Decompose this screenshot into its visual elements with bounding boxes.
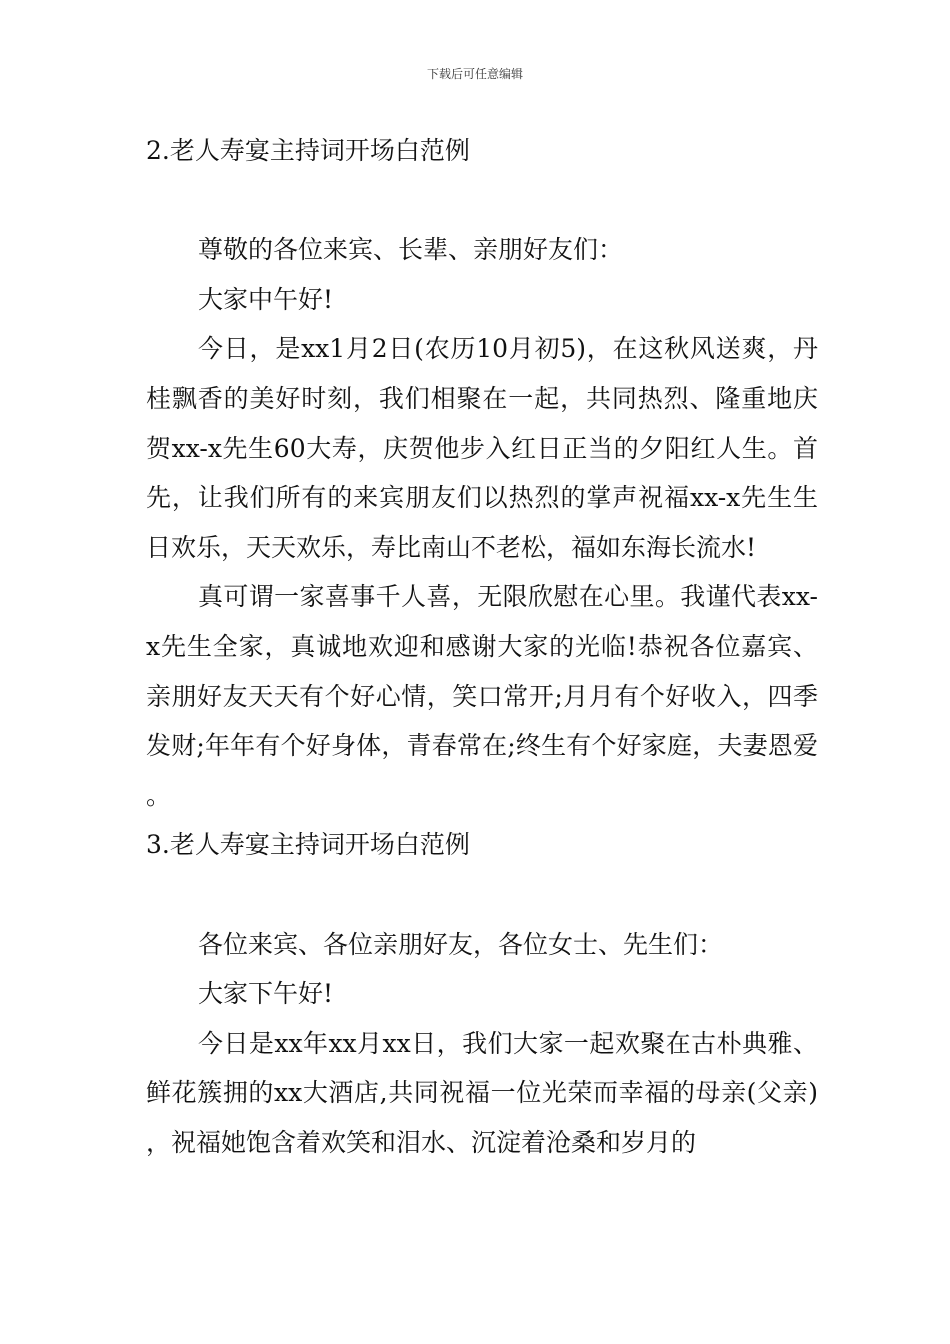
- paragraph-body: 真可谓一家喜事千人喜，无限欣慰在心里。我谨代表xx-x先生全家，真诚地欢迎和感谢大家的光临!恭祝各位嘉宾、亲朋好友天天有个好心情，笑口常开;月月有个好收入，四季发财;年年有个好身体，青春常在;终生有个好家庭，夫妻恩爱。: [146, 582, 818, 810]
- spacer: [146, 870, 818, 920]
- section-heading: 3.老人寿宴主持词开场白范例: [146, 830, 470, 860]
- paragraph-greeting: 大家中午好!: [198, 284, 334, 314]
- paragraph-body: 今日，是xx1月2日(农历10月初5)，在这秋风送爽，丹桂飘香的美好时刻，我们相聚在一起，共同热烈、隆重地庆贺xx-x先生60大寿，庆贺他步入红日正当的夕阳红人生。首先，让我们所有的来宾朋友们以热烈的掌声祝福xx-x先生生日欢乐，天天欢乐，寿比南山不老松，福如东海长流水!: [146, 334, 818, 562]
- section-3: [146, 820, 818, 1167]
- paragraph-body: 今日是xx年xx月xx日，我们大家一起欢聚在古朴典雅、鲜花簇拥的xx大酒店,共同祝福一位光荣而幸福的母亲(父亲)，祝福她饱含着欢笑和泪水、沉淀着沧桑和岁月的: [146, 1028, 818, 1157]
- section-heading: 2.老人寿宴主持词开场白范例: [146, 136, 470, 165]
- document-body: [146, 126, 818, 1167]
- paragraph-salutation: 尊敬的各位来宾、长辈、亲朋好友们：: [198, 235, 624, 265]
- paragraph-greeting: 大家下午好!: [198, 979, 334, 1009]
- paragraph-salutation: 各位来宾、各位亲朋好友，各位女士、先生们：: [198, 929, 724, 959]
- page-header-note: 下载后可任意编辑: [426, 67, 523, 81]
- spacer: [146, 176, 818, 226]
- section-2: [146, 126, 818, 820]
